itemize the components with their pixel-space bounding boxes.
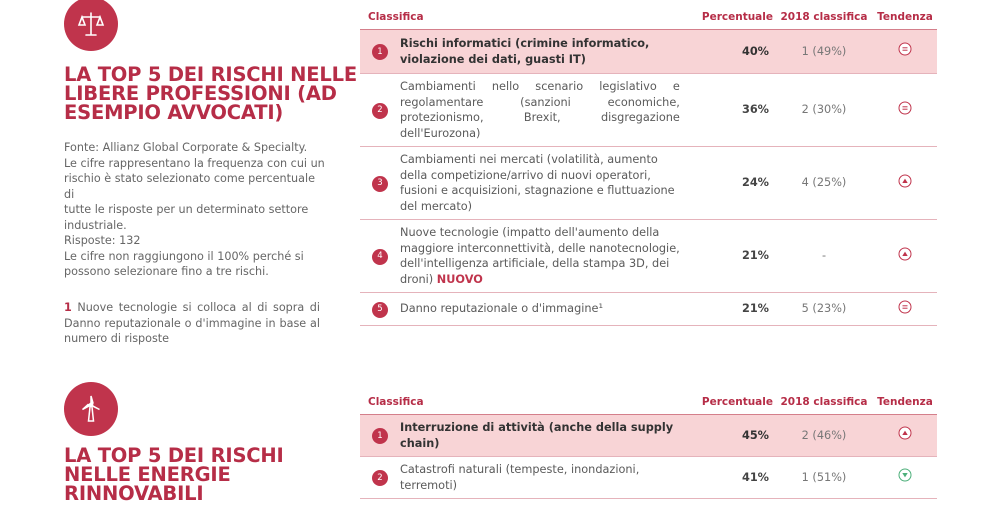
percent-value: 24% bbox=[700, 147, 775, 220]
title-line: LIBERE PROFESSIONI (AD bbox=[64, 82, 337, 105]
risk-label: Interruzione di attività (anche della supply chain) bbox=[400, 415, 700, 457]
rank-badge: 4 bbox=[372, 249, 388, 265]
risk-label: Cambiamenti nei mercati (volatilità, aumento della competizione/arrivo di nuovi operatori, fusioni e acquisizioni, stagnazione e fluttuazione del mercato) bbox=[400, 147, 700, 220]
trend-down-icon bbox=[898, 468, 912, 482]
new-badge: NUOVO bbox=[436, 272, 483, 286]
description-line: Risposte: 132 bbox=[64, 234, 141, 247]
header-rank: Classifica bbox=[360, 11, 700, 30]
trend-up-icon bbox=[898, 174, 912, 188]
prev-rank-value: 4 (25%) bbox=[775, 147, 873, 220]
table-row bbox=[360, 30, 937, 74]
prev-rank-value: - bbox=[775, 220, 873, 293]
footnote-text: Nuove tecnologie si colloca al di sopra di Danno reputazionale o d'immagine in base al numero di risposte bbox=[64, 301, 320, 345]
title-line: NELLE ENERGIE bbox=[64, 463, 231, 486]
table-row bbox=[360, 147, 937, 220]
trend-up-icon bbox=[898, 426, 912, 440]
table-row bbox=[360, 74, 937, 147]
description-line: tutte le risposte per un determinato settore bbox=[64, 203, 309, 216]
rank-badge: 1 bbox=[372, 44, 388, 60]
rank-badge: 3 bbox=[372, 176, 388, 192]
risk-label: Rischi informatici (crimine informatico, violazione dei dati, guasti IT) bbox=[400, 30, 700, 74]
prev-rank-value: 5 (23%) bbox=[775, 293, 873, 326]
table-row bbox=[360, 293, 937, 326]
section2-ranking-table bbox=[360, 396, 937, 499]
rank-badge: 2 bbox=[372, 470, 388, 486]
section1-ranking-table bbox=[360, 11, 937, 326]
table-row bbox=[360, 457, 937, 499]
description-line: possono selezionare fino a tre rischi. bbox=[64, 265, 269, 278]
percent-value: 41% bbox=[700, 457, 775, 499]
table-header-row bbox=[360, 11, 937, 30]
header-trend: Tendenza bbox=[873, 11, 937, 30]
table-row bbox=[360, 415, 937, 457]
section1-description bbox=[64, 140, 326, 280]
prev-rank-value: 2 (46%) bbox=[775, 415, 873, 457]
description-line: industriale. bbox=[64, 218, 127, 232]
prev-rank-value: 1 (49%) bbox=[775, 30, 873, 74]
header-percent: Percentuale bbox=[700, 11, 775, 30]
header-percent: Percentuale bbox=[700, 396, 775, 415]
percent-value: 21% bbox=[700, 220, 775, 293]
risk-label: Danno reputazionale o d'immagine¹ bbox=[400, 293, 700, 326]
section2-title bbox=[64, 446, 284, 503]
table-header-row bbox=[360, 396, 937, 415]
description-line: Le cifre non raggiungono il 100% perché si bbox=[64, 249, 304, 263]
risk-label: Nuove tecnologie (impatto dell'aumento della maggiore interconnettività, delle nanotecnologie, dell'intelligenza artificiale, della stampa 3D, dei droni) bbox=[400, 226, 680, 286]
prev-rank-value: 2 (30%) bbox=[775, 74, 873, 147]
percent-value: 40% bbox=[700, 30, 775, 74]
rank-badge: 1 bbox=[372, 428, 388, 444]
trend-same-icon bbox=[898, 300, 912, 314]
description-line: Le cifre rappresentano la frequenza con cui un bbox=[64, 156, 325, 170]
section1-footnote bbox=[64, 300, 320, 347]
title-line: LA TOP 5 DEI RISCHI bbox=[64, 444, 284, 467]
table-row bbox=[360, 220, 937, 293]
scales-icon bbox=[64, 0, 118, 51]
title-line: RINNOVABILI bbox=[64, 482, 204, 505]
title-line: ESEMPIO AVVOCATI) bbox=[64, 101, 284, 124]
trend-same-icon bbox=[898, 42, 912, 56]
trend-up-icon bbox=[898, 247, 912, 261]
description-line: rischio è stato selezionato come percentuale di bbox=[64, 172, 315, 201]
header-trend: Tendenza bbox=[873, 396, 937, 415]
risk-label: Catastrofi naturali (tempeste, inondazioni, terremoti) bbox=[400, 457, 700, 499]
percent-value: 36% bbox=[700, 74, 775, 147]
percent-value: 21% bbox=[700, 293, 775, 326]
header-prev-rank: 2018 classifica bbox=[775, 396, 873, 415]
header-prev-rank: 2018 classifica bbox=[775, 11, 873, 30]
prev-rank-value: 1 (51%) bbox=[775, 457, 873, 499]
section1-title bbox=[64, 65, 357, 122]
risk-label: Cambiamenti nello scenario legislativo e regolamentare (sanzioni economiche, protezionismo, Brexit, disgregazione dell'Eurozona) bbox=[400, 80, 680, 140]
rank-badge: 5 bbox=[372, 302, 388, 318]
trend-same-icon bbox=[898, 101, 912, 115]
description-line: Fonte: Allianz Global Corporate & Specialty. bbox=[64, 141, 308, 154]
wind-turbine-icon bbox=[64, 382, 118, 436]
rank-badge: 2 bbox=[372, 103, 388, 119]
percent-value: 45% bbox=[700, 415, 775, 457]
header-rank: Classifica bbox=[360, 396, 700, 415]
footnote-number: 1 bbox=[64, 301, 72, 314]
title-line: LA TOP 5 DEI RISCHI NELLE bbox=[64, 63, 357, 86]
